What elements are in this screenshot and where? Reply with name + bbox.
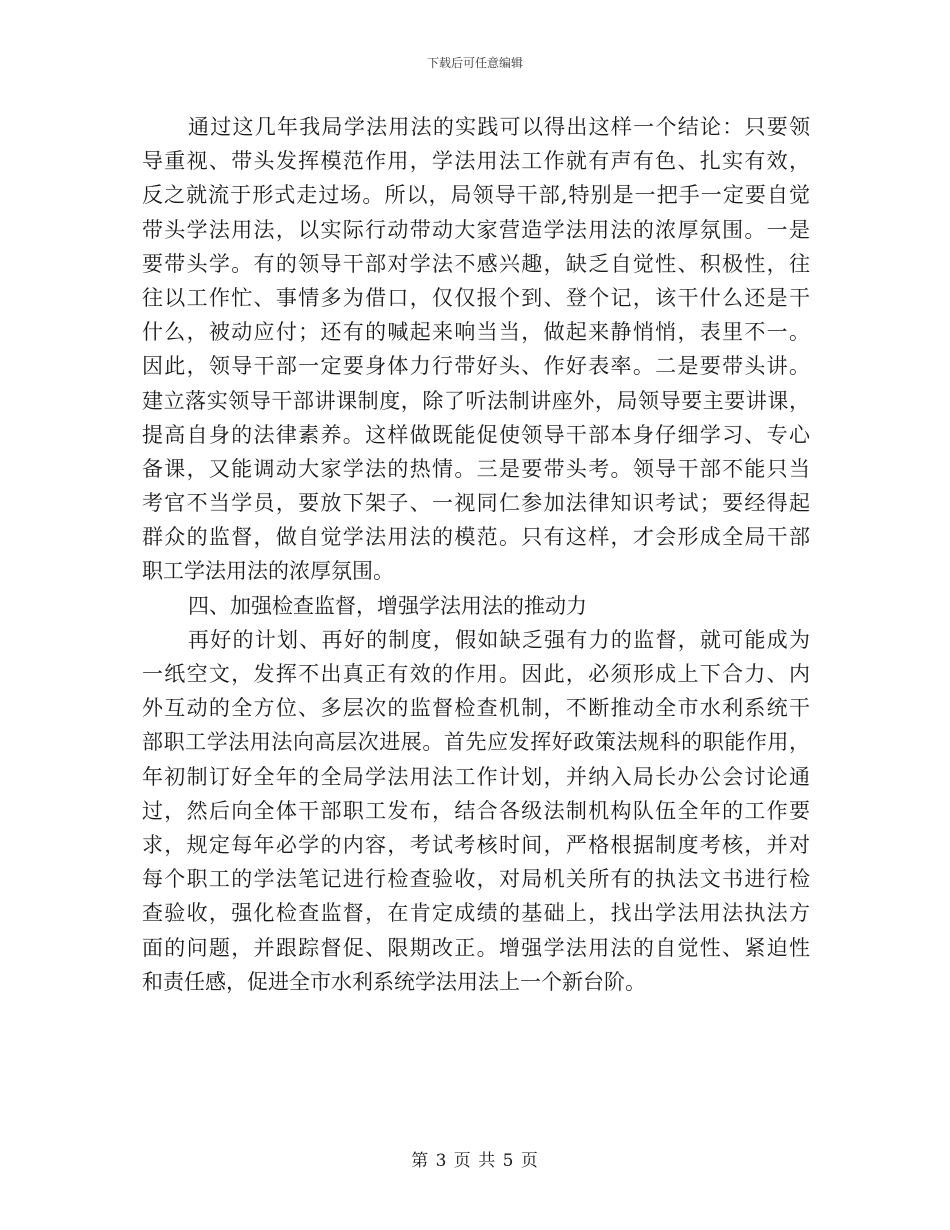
text-line: 备课，又能调动大家学法的热情。三是要带头考。领导干部不能只当 (142, 456, 810, 481)
text-line: 再好的计划、再好的制度，假如缺乏强有力的监督，就可能成为 (188, 627, 810, 652)
text-line: 群众的监督，做自觉学法用法的模范。只有这样，才会形成全局干部 (142, 525, 810, 550)
paragraph-1 (142, 110, 810, 589)
text-line: 导重视、带头发挥模范作用，学法用法工作就有声有色、扎实有效， (142, 149, 810, 174)
section-heading (142, 589, 810, 623)
text-line: 面的问题，并跟踪督促、限期改正。增强学法用法的自觉性、紧迫性 (142, 935, 810, 960)
text-line: 和责任感，促进全市水利系统学法用法上一个新台阶。 (142, 969, 646, 994)
text-line: 通过这几年我局学法用法的实践可以得出这样一个结论：只要领 (188, 115, 810, 139)
document-body (142, 110, 810, 999)
text-line: 一纸空文，发挥不出真正有效的作用。因此，必须形成上下合力、内 (142, 662, 810, 686)
paragraph-2 (142, 623, 810, 999)
text-line: 外互动的全方位、多层次的监督检查机制，不断推动全市水利系统干 (142, 696, 810, 721)
header-note: 下载后可任意编辑 (426, 56, 523, 70)
text-line: 查验收，强化检查监督，在肯定成绩的基础上，找出学法用法执法方 (142, 901, 810, 926)
text-line: 求，规定每年必学的内容，考试考核时间，严格根据制度考核，并对 (142, 832, 810, 857)
text-line: 提高自身的法律素养。这样做既能促使领导干部本身仔细学习、专心 (142, 422, 810, 447)
text-line: 考官不当学员，要放下架子、一视同仁参加法律知识考试；要经得起 (142, 491, 810, 516)
text-line: 每个职工的学法笔记进行检查验收，对局机关所有的执法文书进行检 (142, 867, 810, 892)
text-line: 因此，领导干部一定要身体力行带好头、作好表率。二是要带头讲。 (142, 354, 810, 379)
text-line: 建立落实领导干部讲课制度，除了听法制讲座外，局领导要主要讲课， (142, 388, 810, 413)
text-line: 反之就流于形式走过场。所以，局领导干部,特别是一把手一定要自觉 (142, 183, 810, 208)
text-line: 职工学法用法的浓厚氛围。 (142, 559, 394, 584)
text-line: 年初制订好全年的全局学法用法工作计划，并纳入局长办公会讨论通 (142, 764, 810, 789)
text-line: 过，然后向全体干部职工发布，结合各级法制机构队伍全年的工作要 (142, 798, 810, 823)
text-line: 什么，被动应付；还有的喊起来响当当，做起来静悄悄，表里不一。 (142, 320, 810, 345)
text-line: 部职工学法用法向高层次进展。首先应发挥好政策法规科的职能作用， (142, 730, 810, 755)
text-line: 带头学法用法，以实际行动带动大家营造学法用法的浓厚氛围。一是 (142, 217, 810, 242)
page-footer: 第 3 页 共 5 页 (411, 1151, 539, 1171)
heading-line: 四、加强检查监督，增强学法用法的推动力 (188, 593, 587, 618)
text-line: 往以工作忙、事情多为借口，仅仅报个到、登个记，该干什么还是干 (142, 285, 810, 310)
text-line: 要带头学。有的领导干部对学法不感兴趣，缺乏自觉性、积极性，往 (142, 251, 810, 276)
